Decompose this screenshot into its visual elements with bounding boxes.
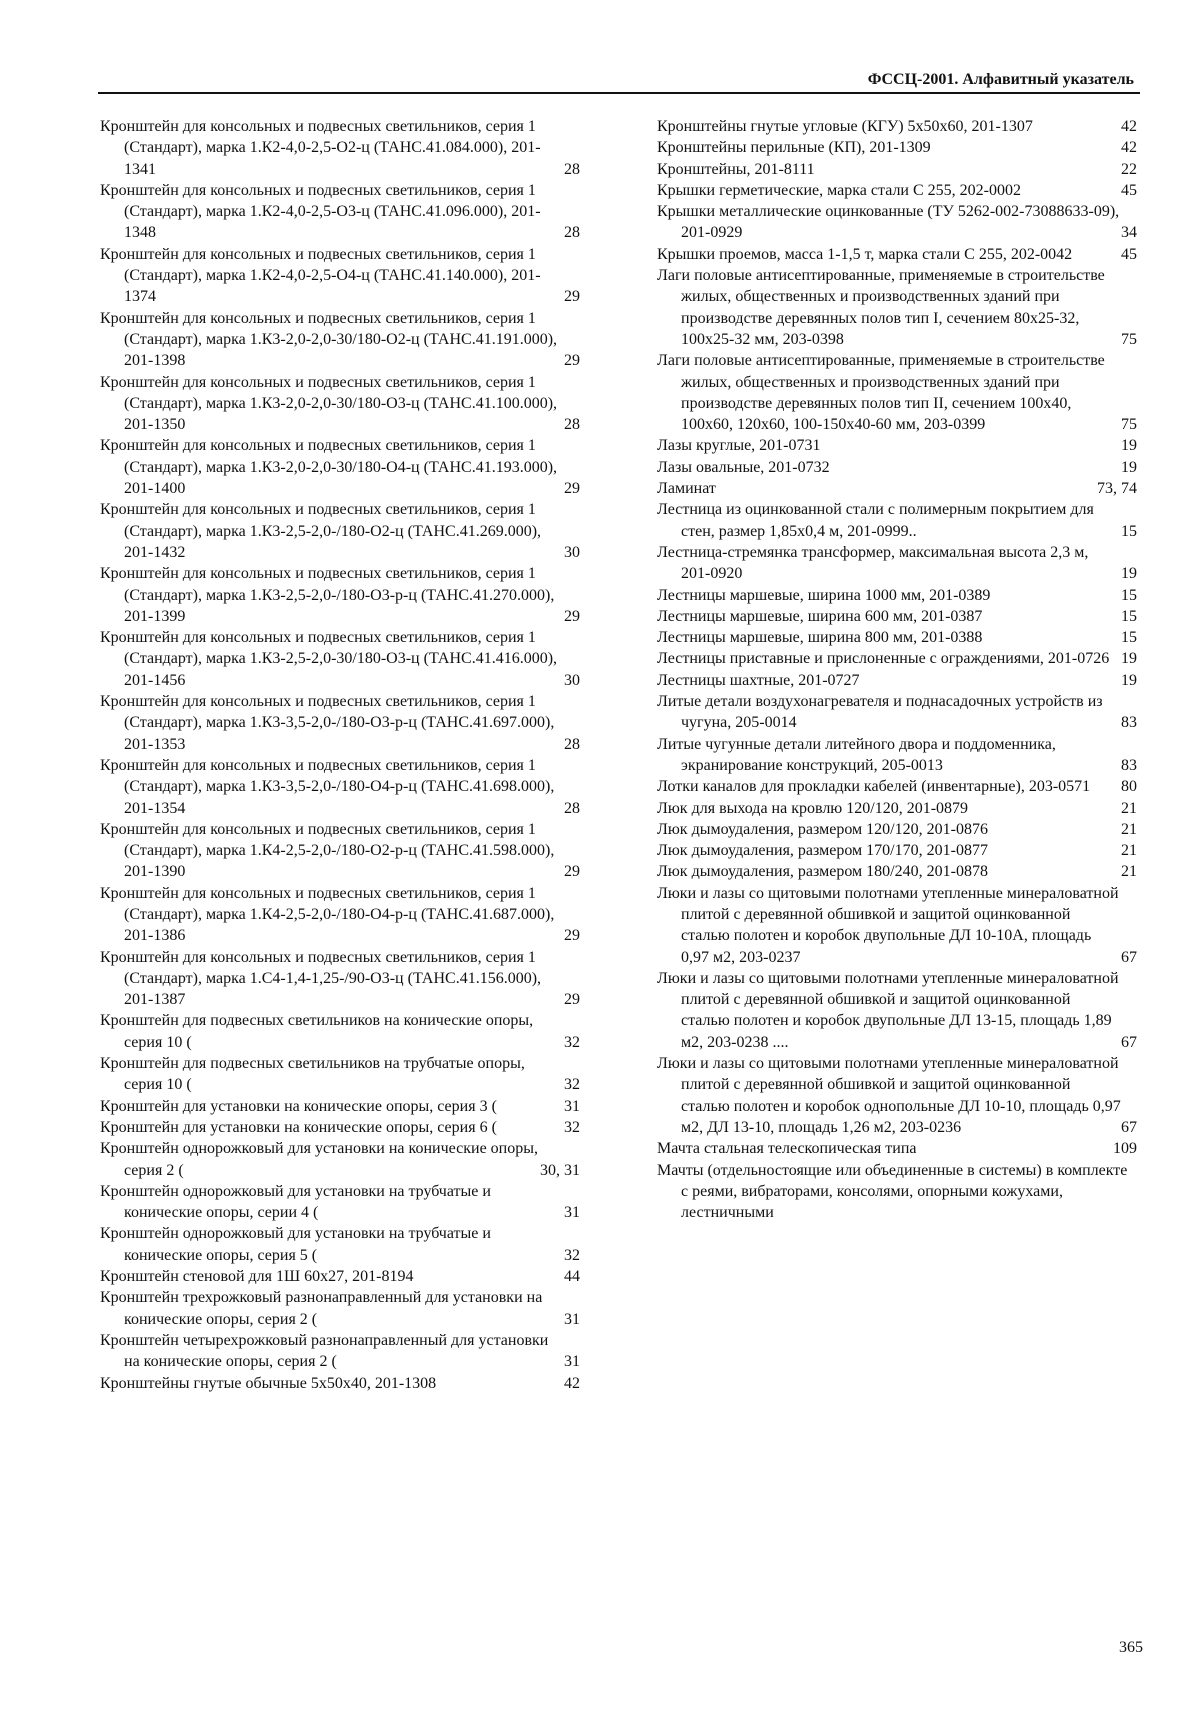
index-entry bbox=[657, 1138, 1137, 1159]
index-entry bbox=[100, 627, 580, 691]
index-entry-text: Кронштейн для консольных и подвесных светильников, серия 1 (Стандарт), марка 1.К2-4,0-2,5-О4-ц (ТАНС.41.140.000), 201-1374 bbox=[100, 245, 541, 306]
index-entry bbox=[657, 116, 1137, 137]
index-entry bbox=[100, 755, 580, 819]
index-entry-page: 21 bbox=[1121, 863, 1137, 881]
index-entry-page: 29 bbox=[564, 927, 580, 945]
index-entry-text: Люки и лазы со щитовыми полотнами утепленные минераловатной плитой с деревянной обшивкой и защитой оцинкованной сталью полотен и коробок двупольные ДЛ 10-10А, площадь 0,97 м2, 203-0237 bbox=[657, 884, 1119, 966]
index-entry-page: 28 bbox=[564, 160, 580, 178]
index-entry-text: Лестницы маршевые, ширина 1000 мм, 201-0389 bbox=[657, 586, 991, 604]
index-entry-text: Кронштейн однорожковый для установки на трубчатые и конические опоры, серия 5 ( bbox=[100, 1225, 491, 1264]
index-entry-page: 67 bbox=[1121, 948, 1137, 966]
index-entry-text: Лестницы маршевые, ширина 600 мм, 201-0387 bbox=[657, 607, 983, 625]
index-entry-text: Люк дымоудаления, размером 120/120, 201-0876 bbox=[657, 820, 988, 838]
index-entry-text: Кронштейн стеновой для 1Ш 60х27, 201-8194 bbox=[100, 1268, 414, 1286]
index-entry bbox=[657, 435, 1137, 456]
index-entry bbox=[657, 968, 1137, 1053]
index-entry-page: 45 bbox=[1121, 245, 1137, 263]
index-entry-text: Кронштейн для консольных и подвесных светильников, серия 1 (Стандарт), марка 1.К3-2,5-2,0-/180-О2-ц (ТАНС.41.269.000), 201-1432 bbox=[100, 501, 542, 561]
index-entry-page: 73, 74 bbox=[1097, 480, 1137, 498]
index-entry bbox=[657, 1053, 1137, 1138]
index-entry bbox=[100, 819, 580, 883]
index-entry-page: 29 bbox=[564, 991, 580, 1009]
index-entry-text: Лазы овальные, 201-0732 bbox=[657, 458, 830, 476]
index-entry bbox=[100, 372, 580, 436]
index-entry-page: 21 bbox=[1121, 799, 1137, 817]
index-entry-text: Кронштейн для консольных и подвесных светильников, серия 1 (Стандарт), марка 1.К2-4,0-2,5-О2-ц (ТАНС.41.084.000), 201-1341 bbox=[100, 118, 541, 178]
index-entry-text: Кронштейн для подвесных светильников на конические опоры, серия 10 ( bbox=[100, 1012, 534, 1051]
index-entry bbox=[100, 1010, 580, 1053]
index-entry-page: 28 bbox=[564, 735, 580, 753]
index-entry-page: 30, 31 bbox=[540, 1161, 580, 1179]
index-entry-page: 75 bbox=[1121, 416, 1137, 434]
index-entry-page: 19 bbox=[1121, 458, 1137, 476]
index-entry-page: 34 bbox=[1121, 224, 1137, 242]
index-entry-text: Люк дымоудаления, размером 180/240, 201-0878 bbox=[657, 863, 988, 881]
index-entry-text: Кронштейн для консольных и подвесных светильников, серия 1 (Стандарт), марка 1.К3-2,5-2,0-30/180-О3-ц (ТАНС.41.416.000), 201-1456 bbox=[100, 629, 558, 689]
index-entry bbox=[657, 265, 1137, 350]
index-entry-text: Лестница-стремянка трансформер, максимальная высота 2,3 м, 201-0920 bbox=[657, 543, 1089, 583]
index-entry bbox=[657, 819, 1137, 840]
index-entry bbox=[657, 201, 1137, 244]
index-entry-page: 29 bbox=[564, 863, 580, 881]
index-entry-page: 15 bbox=[1121, 629, 1137, 647]
page-header bbox=[98, 62, 1140, 94]
index-entry-page: 28 bbox=[564, 224, 580, 242]
index-entry-page: 109 bbox=[1113, 1140, 1137, 1158]
index-entry bbox=[657, 776, 1137, 797]
index-entry-page: 29 bbox=[564, 480, 580, 498]
index-entry bbox=[657, 478, 1137, 499]
index-entry-text: Лестницы приставные и прислоненные с ограждениями, 201-0726 bbox=[657, 650, 1110, 668]
index-entry-text: Кронштейн для консольных и подвесных светильников, серия 1 (Стандарт), марка 1.К3-2,5-2,0-/180-О3-р-ц (ТАНС.41.270.000), 201-1399 bbox=[100, 565, 555, 625]
index-entry bbox=[657, 798, 1137, 819]
index-entry-text: Люки и лазы со щитовыми полотнами утепленные минераловатной плитой с деревянной обшивкой и защитой оцинкованной сталью полотен и коробок двупольные ДЛ 13-15, площадь 1,89 м2, 203-0238 .... bbox=[657, 969, 1119, 1051]
index-entry-page: 42 bbox=[1121, 118, 1137, 135]
index-entry-text: Лаги половые антисептированные, применяемые в строительстве жилых, общественных и производственных зданий при производстве деревянных полов тип I, сечением 80х25-32, 100х25-32 мм, 203-0398 bbox=[657, 267, 1105, 348]
index-entry-text: Кронштейн для консольных и подвесных светильников, серия 1 (Стандарт), марка 1.К3-3,5-2,0-/180-О4-р-ц (ТАНС.41.698.000), 201-1354 bbox=[100, 756, 555, 817]
index-entry-text: Кронштейн для подвесных светильников на трубчатые опоры, серия 10 ( bbox=[100, 1055, 525, 1094]
index-entry-page: 42 bbox=[1121, 139, 1137, 157]
index-entry bbox=[100, 1117, 580, 1138]
index-entry bbox=[100, 308, 580, 372]
index-entry-page: 29 bbox=[564, 607, 580, 625]
index-entry-page: 45 bbox=[1121, 181, 1137, 199]
index-entry-page: 32 bbox=[564, 1033, 580, 1051]
index-entry bbox=[657, 244, 1137, 265]
index-entry-page: 19 bbox=[1121, 671, 1137, 689]
index-entry bbox=[657, 180, 1137, 201]
index-entry bbox=[100, 883, 580, 947]
header-title: ФССЦ-2001. Алфавитный указатель bbox=[867, 71, 1134, 88]
index-entry bbox=[657, 585, 1137, 606]
index-entry-page: 75 bbox=[1121, 330, 1137, 348]
index-entry-page: 31 bbox=[564, 1310, 580, 1328]
index-entry-page: 67 bbox=[1121, 1118, 1137, 1136]
index-entry-page: 30 bbox=[564, 671, 580, 689]
index-entry-text: Люки и лазы со щитовыми полотнами утепленные минераловатной плитой с деревянной обшивкой и защитой оцинкованной сталью полотен и коробок однопольные ДЛ 10-10, площадь 0,97 м2, ДЛ 13-10, площадь 1,26 м2, 203-0236 bbox=[657, 1055, 1121, 1136]
index-entry-text: Кронштейны, 201-8111 bbox=[657, 160, 815, 178]
page-number: 365 bbox=[1119, 1639, 1143, 1656]
index-entry-page: 19 bbox=[1121, 437, 1137, 455]
index-entry bbox=[100, 1053, 580, 1096]
index-entry-text: Литые детали воздухонагревателя и поднасадочных устройств из чугуна, 205-0014 bbox=[657, 693, 1103, 732]
index-entry-text: Лестницы шахтные, 201-0727 bbox=[657, 671, 860, 689]
index-entry-text: Кронштейн для консольных и подвесных светильников, серия 1 (Стандарт), марка 1.С4-1,4-1,25-/90-О3-ц (ТАНС.41.156.000), 201-1387 bbox=[100, 948, 542, 1009]
index-entry-page: 32 bbox=[564, 1246, 580, 1264]
index-entry-page: 15 bbox=[1121, 586, 1137, 604]
index-entry-text: Кронштейны гнутые обычные 5х50х40, 201-1308 bbox=[100, 1374, 437, 1392]
index-entry-page: 83 bbox=[1121, 714, 1137, 732]
index-entry-text: Кронштейн для консольных и подвесных светильников, серия 1 (Стандарт), марка 1.К2-4,0-2,5-О3-ц (ТАНС.41.096.000), 201-1348 bbox=[100, 181, 541, 242]
index-entry bbox=[100, 244, 580, 308]
index-entry-text: Крышки металлические оцинкованные (ТУ 5262-002-73088633-09), 201-0929 bbox=[657, 203, 1120, 242]
index-entry-text: Кронштейн трехрожковый разнонаправленный для установки на конические опоры, серия 2 ( bbox=[100, 1289, 543, 1328]
index-entry bbox=[657, 1160, 1137, 1224]
index-entry-text: Кронштейн для консольных и подвесных светильников, серия 1 (Стандарт), марка 1.К3-2,0-2,0-30/180-О4-ц (ТАНС.41.193.000), 201-1400 bbox=[100, 437, 558, 498]
index-entry-text: Мачты (отдельностоящие или объединенные в системы) в комплекте с реями, вибраторами, консолями, опорными кожухами, лестничными bbox=[657, 1161, 1128, 1222]
index-entry-text: Кронштейн для консольных и подвесных светильников, серия 1 (Стандарт), марка 1.К3-2,0-2,0-30/180-О2-ц (ТАНС.41.191.000), 201-1398 bbox=[100, 309, 558, 370]
index-entry-page: 32 bbox=[564, 1118, 580, 1136]
index-entry bbox=[657, 499, 1137, 542]
index-entry-page: 67 bbox=[1121, 1033, 1137, 1051]
index-entry-text: Лотки каналов для прокладки кабелей (инвентарные), 203-0571 bbox=[657, 778, 1091, 796]
index-entry bbox=[100, 180, 580, 244]
index-entry-text: Кронштейн для консольных и подвесных светильников, серия 1 (Стандарт), марка 1.К4-2,5-2,0-/180-О4-р-ц (ТАНС.41.687.000), 201-1386 bbox=[100, 884, 555, 945]
index-entry-page: 15 bbox=[1121, 522, 1137, 540]
index-entry bbox=[657, 606, 1137, 627]
index-entry bbox=[100, 499, 580, 563]
index-entry bbox=[657, 627, 1137, 648]
index-entry bbox=[100, 1138, 580, 1181]
index-entry-text: Лестницы маршевые, ширина 800 мм, 201-0388 bbox=[657, 629, 983, 647]
index-entry-page: 21 bbox=[1121, 842, 1137, 860]
index-entry-text: Крышки герметические, марка стали С 255, 202-0002 bbox=[657, 181, 1021, 199]
index-entry-text: Ламинат bbox=[657, 480, 716, 498]
index-entry bbox=[100, 116, 580, 180]
index-entry bbox=[657, 883, 1137, 968]
index-entry-page: 19 bbox=[1121, 565, 1137, 583]
index-entry bbox=[657, 691, 1137, 734]
index-entry bbox=[657, 457, 1137, 478]
index-entry-page: 31 bbox=[564, 1097, 580, 1115]
index-entry bbox=[100, 1287, 580, 1330]
index-entry bbox=[100, 1181, 580, 1224]
index-entry-page: 28 bbox=[564, 416, 580, 434]
index-entry-text: Люк дымоудаления, размером 170/170, 201-0877 bbox=[657, 842, 988, 860]
index-entry bbox=[100, 1096, 580, 1117]
index-entry-page: 22 bbox=[1121, 160, 1137, 178]
index-entry-text: Кронштейны перильные (КП), 201-1309 bbox=[657, 139, 931, 157]
index-entry-text: Кронштейн для установки на конические опоры, серия 6 ( bbox=[100, 1118, 497, 1136]
index-entry bbox=[100, 1223, 580, 1266]
index-entry-page: 21 bbox=[1121, 820, 1137, 838]
index-entry bbox=[657, 159, 1137, 180]
index-entry-text: Кронштейн для консольных и подвесных светильников, серия 1 (Стандарт), марка 1.К4-2,5-2,0-/180-О2-р-ц (ТАНС.41.598.000), 201-1390 bbox=[100, 820, 555, 881]
index-entry-page: 31 bbox=[564, 1353, 580, 1371]
index-entry-page: 80 bbox=[1121, 778, 1137, 796]
index-entry bbox=[100, 1266, 580, 1287]
index-entry-text: Мачта стальная телескопическая типа bbox=[657, 1140, 917, 1158]
index-entry bbox=[657, 670, 1137, 691]
index-entry bbox=[657, 861, 1137, 882]
index-entry-text: Люк для выхода на кровлю 120/120, 201-0879 bbox=[657, 799, 969, 817]
index-entry-page: 29 bbox=[564, 352, 580, 370]
index-entry-text: Кронштейн однорожковый для установки на конические опоры, серия 2 ( bbox=[100, 1140, 538, 1179]
index-entry-text: Лаги половые антисептированные, применяемые в строительстве жилых, общественных и производственных зданий при производстве деревянных полов тип II, сечением 100х40, 100х60, 120х60, 100-150х40-60 мм, 203-0399 bbox=[657, 352, 1105, 434]
index-entry-page: 29 bbox=[564, 288, 580, 306]
index-entry-text: Кронштейн для установки на конические опоры, серия 3 ( bbox=[100, 1097, 497, 1115]
index-entry bbox=[100, 563, 580, 627]
index-entry-page: 30 bbox=[564, 543, 580, 561]
index-entry-page: 32 bbox=[564, 1076, 580, 1094]
index-column-left bbox=[100, 116, 580, 1394]
index-entry bbox=[657, 542, 1137, 585]
index-entry bbox=[100, 1330, 580, 1373]
index-entry-text: Кронштейн четырехрожковый разнонаправленный для установки на конические опоры, серия 2 ( bbox=[100, 1331, 549, 1371]
index-entry-text: Кронштейн для консольных и подвесных светильников, серия 1 (Стандарт), марка 1.К3-3,5-2,0-/180-О3-р-ц (ТАНС.41.697.000), 201-1353 bbox=[100, 693, 555, 753]
index-entry-page: 19 bbox=[1121, 650, 1137, 668]
index-entry-text: Кронштейн для консольных и подвесных светильников, серия 1 (Стандарт), марка 1.К3-2,0-2,0-30/180-О3-ц (ТАНС.41.100.000), 201-1350 bbox=[100, 373, 558, 434]
index-entry bbox=[100, 691, 580, 755]
index-entry bbox=[657, 350, 1137, 435]
index-entry bbox=[657, 137, 1137, 158]
index-entry-text: Лестница из оцинкованной стали с полимерным покрытием для стен, размер 1,85х0,4 м, 201-0999.. bbox=[657, 501, 1094, 540]
index-entry-text: Лазы круглые, 201-0731 bbox=[657, 437, 821, 455]
index-entry bbox=[100, 435, 580, 499]
index-entry-page: 83 bbox=[1121, 756, 1137, 774]
index-entry-text: Крышки проемов, масса 1-1,5 т, марка стали С 255, 202-0042 bbox=[657, 245, 1073, 263]
index-entry-text: Кронштейн однорожковый для установки на трубчатые и конические опоры, серии 4 ( bbox=[100, 1182, 491, 1222]
index-column-right bbox=[657, 116, 1137, 1223]
index-entry bbox=[657, 840, 1137, 861]
index-entry-text: Кронштейны гнутые угловые (КГУ) 5х50х60, 201-1307 bbox=[657, 118, 1033, 135]
index-entry bbox=[657, 648, 1137, 669]
index-entry-text: Литые чугунные детали литейного двора и поддоменника, экранирование конструкций, 205-0013 bbox=[657, 735, 1056, 774]
index-entry-page: 15 bbox=[1121, 607, 1137, 625]
index-entry-page: 42 bbox=[564, 1374, 580, 1392]
index-entry bbox=[657, 734, 1137, 777]
index-entry-page: 44 bbox=[564, 1268, 580, 1286]
index-entry bbox=[100, 1373, 580, 1394]
index-entry-page: 31 bbox=[564, 1204, 580, 1222]
index-entry-page: 28 bbox=[564, 799, 580, 817]
index-entry bbox=[100, 947, 580, 1011]
